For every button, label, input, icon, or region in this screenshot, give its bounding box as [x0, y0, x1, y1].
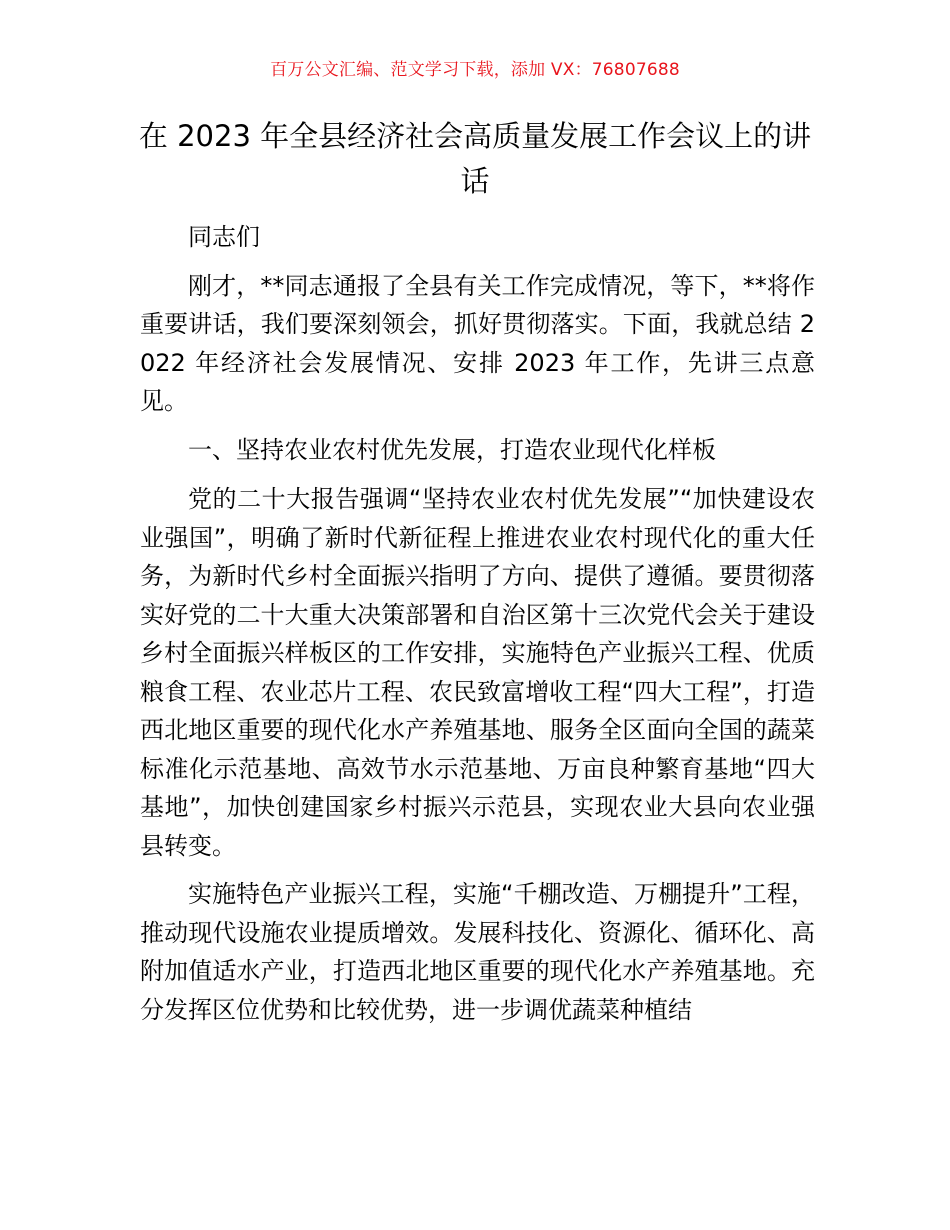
- header-banner: 百万公文汇编、范文学习下载，添加 VX：76807688: [270, 60, 680, 80]
- body-paragraph: 实施特色产业振兴工程，实施“千棚改造、万棚提升”工程，推动现代设施农业提质增效。发展科技化、资源化、循环化、高附加值适水产业，打造西北地区重要的现代化水产养殖基地。充分发挥区位优势和比较优势，进一步调优蔬菜种植结: [140, 880, 815, 1024]
- body-paragraph: 党的二十大报告强调“坚持农业农村优先发展”“加快建设农业强国”，明确了新时代新征程上推进农业农村现代化的重大任务，为新时代乡村全面振兴指明了方向、提供了遵循。要贯彻落实好党的二十大重大决策部署和自治区第十三次党代会关于建设乡村全面振兴样板区的工作安排，实施特色产业振兴工程、优质粮食工程、农业芯片工程、农民致富增收工程“四大工程”，打造西北地区重要的现代化水产养殖基地、服务全区面向全国的蔬菜标准化示范基地、高效节水示范基地、万亩良种繁育基地“四大基地”，加快创建国家乡村振兴示范县，实现农业大县向农业强县转变。: [140, 485, 815, 860]
- salutation: 同志们: [188, 223, 260, 251]
- section-heading: 一、坚持农业农村优先发展，打造农业现代化样板: [188, 435, 716, 464]
- opening-paragraph: 刚才，**同志通报了全县有关工作完成情况，等下，**将作重要讲话，我们要深刻领会，抓好贯彻落实。下面，我就总结 2022 年经济社会发展情况、安排 2023 年工作，先讲三点意见。: [140, 271, 815, 415]
- document-body: [140, 218, 815, 1039]
- document-title: 在 2023 年全县经济社会高质量发展工作会议上的讲话: [138, 119, 812, 198]
